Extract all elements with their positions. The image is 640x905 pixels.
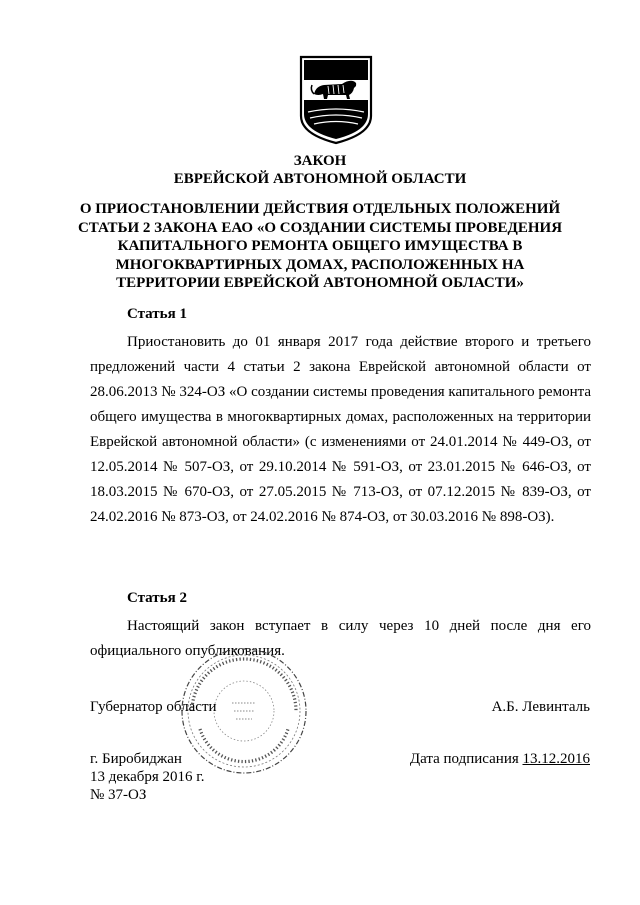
article-1-heading: Статья 1 — [127, 306, 187, 322]
law-header — [60, 152, 580, 188]
city: г. Биробиджан — [90, 751, 182, 767]
law-title-line: СТАТЬИ 2 ЗАКОНА ЕАО «О СОЗДАНИИ СИСТЕМЫ ПРОВЕДЕНИЯ — [77, 219, 563, 236]
law-title-line: МНОГОКВАРТИРНЫХ ДОМАХ, РАСПОЛОЖЕННЫХ НА — [115, 256, 525, 273]
law-title-line: О ПРИОСТАНОВЛЕНИИ ДЕЙСТВИЯ ОТДЕЛЬНЫХ ПОЛОЖЕНИЙ — [79, 201, 561, 217]
signing-date — [410, 750, 590, 768]
law-title-line: КАПИТАЛЬНОГО РЕМОНТА ОБЩЕГО ИМУЩЕСТВА В — [117, 238, 523, 255]
article-1-body: Приостановить до 01 января 2017 года действие второго и третьего предложений части 4 статьи 2 закона Еврейской автономной области от 28.06.2013 № 324-ОЗ «О создании системы проведения капитального ремонта общего имущества в многоквартирных домах, расположенных на территории Еврейской автономной области» (с изменениями от 24.01.2014 № 449-ОЗ, от 12.05.2014 № 507-ОЗ, от 29.10.2014 № 591-ОЗ, от 23.01.2015 № 646-ОЗ, от 18.03.2015 № 670-ОЗ, от 27.05.2015 № 713-ОЗ, от 07.12.2015 № 839-ОЗ, от 24.02.2016 № 873-ОЗ, от 24.02.2016 № 874-ОЗ, от 30.03.2016 № 898-ОЗ). — [90, 334, 591, 525]
law-date: 13 декабря 2016 г. — [90, 769, 205, 785]
article-2-text — [90, 614, 591, 664]
article-1-text — [90, 330, 591, 530]
signature-position: Губернатор области — [90, 699, 217, 715]
signing-date-label: Дата подписания — [409, 751, 519, 767]
law-region: ЕВРЕЙСКОЙ АВТОНОМНОЙ ОБЛАСТИ — [173, 171, 467, 187]
article-2-heading: Статья 2 — [127, 590, 187, 606]
law-number: № 37-ОЗ — [90, 787, 147, 803]
law-label: ЗАКОН — [293, 153, 347, 169]
law-title — [60, 200, 580, 293]
signature-name: А.Б. Левинталь — [491, 699, 590, 715]
article-2-body: Настоящий закон вступает в силу через 10 дней после дня его официального опубликования. — [90, 618, 591, 659]
law-title-line: ТЕРРИТОРИИ ЕВРЕЙСКОЙ АВТОНОМНОЙ ОБЛАСТИ» — [116, 275, 524, 292]
signing-date-value: 13.12.2016 — [522, 751, 590, 767]
coat-of-arms-icon — [298, 54, 374, 146]
